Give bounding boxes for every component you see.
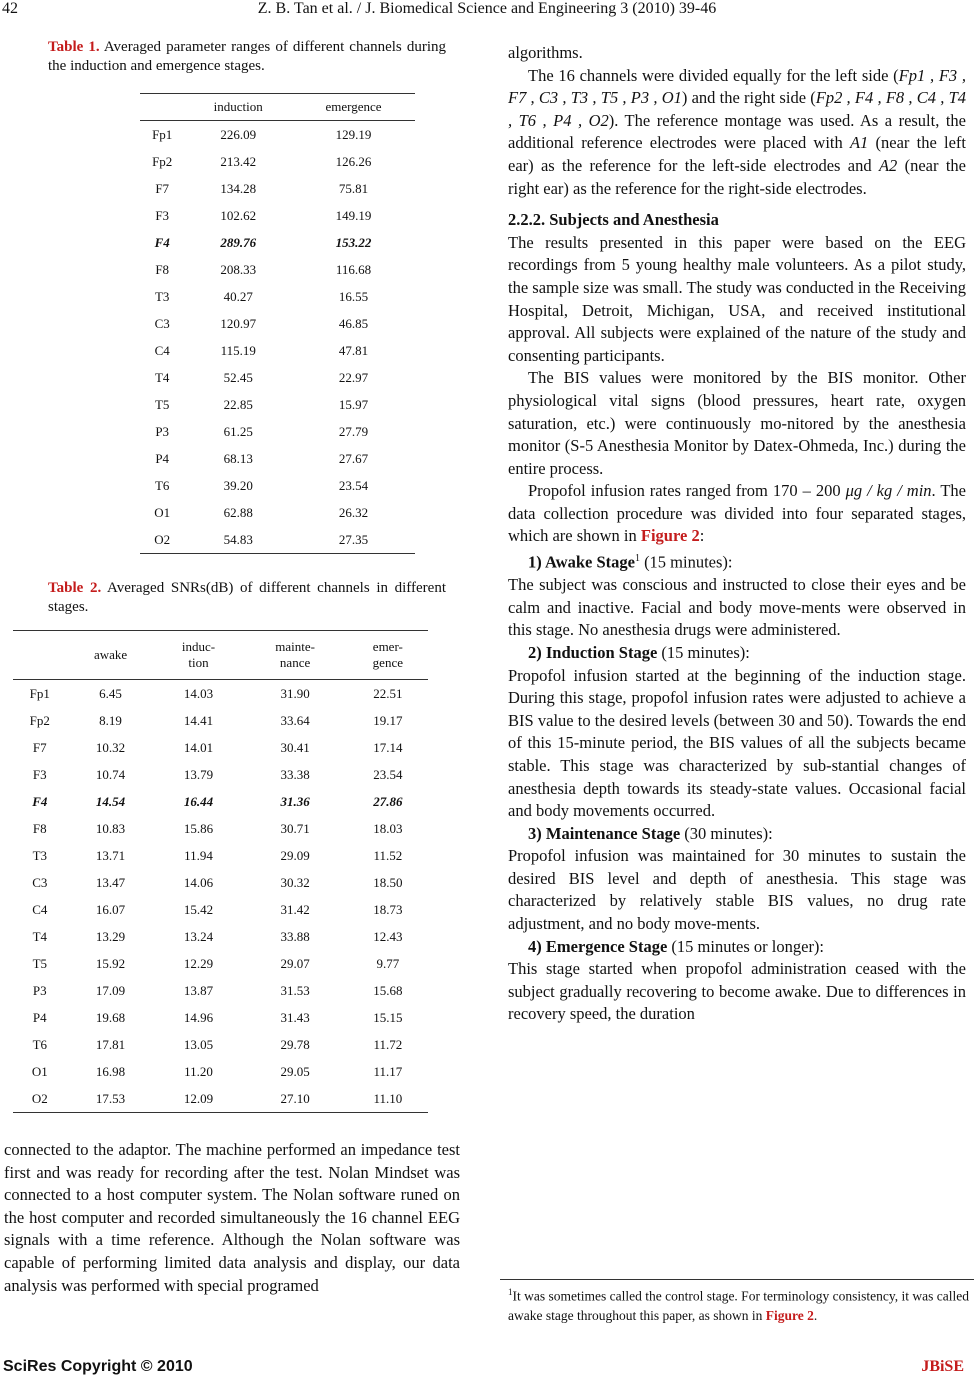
value-cell: 102.62 — [220, 207, 257, 223]
table-row — [140, 283, 415, 310]
table-row — [13, 761, 428, 788]
value-cell: 15.15 — [373, 1009, 403, 1025]
channel-cell: P3 — [32, 982, 47, 998]
dose-unit: μg / kg / min — [845, 481, 932, 501]
journal-abbrev: JBiSE — [921, 1358, 964, 1375]
value-cell: 27.67 — [338, 450, 369, 466]
paragraph-channels — [508, 65, 966, 201]
value-cell: 47.81 — [338, 342, 369, 358]
value-cell: 30.41 — [280, 739, 310, 755]
electrode-a2: A2 — [878, 155, 898, 175]
stage4-text: This stage started when propofol administration ceased with the subject gradually recovering to become awake. Due to differences in recovery speed, the duration — [508, 959, 966, 1024]
value-cell: 54.83 — [223, 531, 253, 547]
stage-title: 3) Maintenance Stage — [528, 823, 681, 843]
table-row — [13, 896, 428, 923]
value-cell: 31.36 — [280, 793, 310, 809]
value-cell: 29.07 — [280, 955, 310, 971]
footnote-marker: 1 — [634, 553, 640, 565]
left-column — [4, 38, 460, 1297]
table2-caption-text: Averaged SNRs(dB) of different channels in different stages. — [48, 580, 446, 615]
table-row — [13, 1085, 428, 1113]
value-cell: 40.27 — [223, 288, 253, 304]
table-row — [140, 391, 415, 418]
stage3-heading — [508, 823, 966, 846]
stage3-text: Propofol infusion was maintained for 30 minutes to sustain the desired BIS level and depth of anesthesia. This stage was characterized by relatively stable BIS values, no drug rate adjustment, and no body move-ments. — [508, 846, 966, 934]
channel-cell: Fp2 — [152, 153, 173, 169]
value-cell: 26.32 — [338, 504, 369, 520]
channel-cell: O2 — [154, 531, 171, 547]
value-cell: 19.68 — [95, 1009, 126, 1025]
value-cell: 18.73 — [373, 901, 403, 917]
table2 — [13, 630, 428, 1113]
value-cell: 15.92 — [95, 955, 126, 971]
channel-cell: Fp1 — [152, 126, 173, 142]
left-channels-list: Fp1 , F3 , F7 , C3 , T3 , T5 , P3 , O1 — [508, 65, 966, 108]
stage-duration: (15 minutes): — [657, 642, 750, 662]
value-cell: 153.22 — [335, 234, 372, 250]
channel-cell: F8 — [32, 820, 47, 836]
column-header: mainte- nance — [275, 639, 315, 670]
value-cell: 10.32 — [95, 739, 126, 755]
value-cell: 116.68 — [335, 261, 372, 277]
value-cell: 11.20 — [184, 1063, 213, 1079]
stage2-heading — [508, 642, 966, 665]
footnote — [508, 1283, 974, 1325]
value-cell: 29.78 — [280, 1036, 310, 1052]
running-title: Z. B. Tan et al. / J. Biomedical Science and Engineering 3 (2010) 39-46 — [257, 0, 717, 17]
value-cell: 22.85 — [223, 396, 253, 412]
table-header-row — [140, 94, 415, 121]
value-cell: 14.54 — [95, 793, 126, 809]
table-row — [13, 815, 428, 842]
section-heading: 2.2.2. Subjects and Anesthesia — [508, 210, 719, 230]
paragraph-bis: The BIS values were monitored by the BIS monitor. Other physiological vital signs (blood pressures, heart rate, oxygen saturation, etc.) were continuously mo-nitored by the anesthesia monitor (S-5 Anesthesia Monitor by Datex-Ohmeda, Inc.) during the entire process. — [508, 368, 966, 478]
value-cell: 16.55 — [338, 288, 369, 304]
table-row — [13, 1031, 428, 1058]
value-cell: 23.54 — [338, 477, 369, 493]
table-row — [13, 707, 428, 734]
channel-cell: O1 — [31, 1063, 48, 1079]
table1-caption-text: Averaged parameter ranges of different channels during the induction and emergence stages. — [48, 39, 446, 74]
channel-cell: O1 — [154, 504, 171, 520]
table1-caption — [48, 38, 446, 76]
table-row — [140, 175, 415, 202]
value-cell: 33.64 — [280, 712, 310, 728]
value-cell: 14.96 — [183, 1009, 214, 1025]
channel-cell: C3 — [154, 315, 170, 331]
value-cell: 15.97 — [338, 396, 369, 412]
value-cell: 14.01 — [183, 739, 214, 755]
table-row — [140, 121, 415, 149]
table-row — [140, 256, 415, 283]
table-row — [140, 364, 415, 391]
value-cell: 33.88 — [280, 928, 310, 944]
stage-title: 1) Awake Stage — [528, 552, 635, 572]
table-row — [13, 977, 428, 1004]
channel-cell: T6 — [32, 1036, 48, 1052]
value-cell: 18.03 — [373, 820, 403, 836]
text-span: (near the left ear) as the reference for the left-side electrodes and — [508, 133, 966, 175]
value-cell: 208.33 — [220, 261, 257, 277]
text-span: The 16 channels were divided equally for the left side ( — [528, 65, 899, 85]
value-cell: 15.86 — [183, 820, 214, 836]
value-cell: 12.29 — [183, 955, 214, 971]
value-cell: 17.09 — [95, 982, 126, 998]
value-cell: 11.10 — [373, 1090, 403, 1106]
stage-duration: (15 minutes): — [639, 552, 733, 572]
text-span: ) and the right side ( — [681, 88, 816, 108]
table-row — [13, 680, 428, 708]
text-span: ). The reference montage was used. As a result, the additional reference electrodes were placed with — [508, 110, 967, 153]
column-header: awake — [93, 647, 128, 662]
text-span: . The data collection procedure was divided into four separated stages, which are shown in — [508, 481, 967, 546]
value-cell: 16.98 — [95, 1063, 126, 1079]
text-span: . — [813, 1307, 818, 1323]
value-cell: 120.97 — [220, 315, 257, 331]
value-cell: 33.38 — [280, 766, 310, 782]
value-cell: 11.94 — [184, 847, 213, 863]
value-cell: 12.43 — [373, 928, 403, 944]
value-cell: 9.77 — [376, 955, 400, 971]
value-cell: 289.76 — [220, 234, 257, 250]
channel-cell: P3 — [155, 423, 170, 439]
text-span: : — [699, 526, 705, 546]
value-cell: 17.14 — [373, 739, 403, 755]
paragraph-subjects: The results presented in this paper were based on the EEG recordings from 5 young healthy male volunteers. As a pilot study, the sample size was small. The study was conducted in the Receiving Hospital, Detroit, Michigan, USA, and received institutional approval. All subjects were explained of the nature of the study and consenting participants. — [508, 232, 966, 365]
channel-cell: F3 — [155, 207, 170, 223]
value-cell: 52.45 — [223, 369, 253, 385]
table-row — [13, 1058, 428, 1085]
column-header: emer- gence — [372, 639, 403, 670]
value-cell: 226.09 — [220, 126, 257, 142]
value-cell: 68.13 — [223, 450, 253, 466]
channel-cell: T3 — [32, 847, 48, 863]
channel-cell: F7 — [155, 180, 170, 196]
value-cell: 16.44 — [183, 793, 214, 809]
value-cell: 6.45 — [99, 685, 122, 701]
table-row — [140, 499, 415, 526]
table1-label: Table 1. — [48, 39, 100, 55]
value-cell: 12.09 — [183, 1090, 214, 1106]
stage-title: 2) Induction Stage — [528, 642, 658, 662]
column-header — [140, 94, 184, 121]
stage4-heading — [508, 936, 966, 959]
left-body-paragraph: connected to the adaptor. The machine performed an impedance test first and was ready for recording after the test. Nolan Mindset was connected to a host computer system. The Nolan software runed on the host computer and recorded simultaneously the 16 channel EEG signals with a time reference. Although the Nolan software was capable of performing limited data analysis and display, our data analysis was performed with special programed — [4, 1140, 460, 1295]
value-cell: 11.17 — [373, 1063, 403, 1079]
value-cell: 149.19 — [335, 207, 372, 223]
value-cell: 134.28 — [220, 180, 257, 196]
channel-cell: C3 — [32, 874, 48, 890]
channel-cell: F3 — [32, 766, 47, 782]
footnote-text: It was sometimes called the control stage. For terminology consistency, it was called awake stage throughout this paper, as shown in — [508, 1288, 970, 1323]
value-cell: 15.68 — [373, 982, 403, 998]
figure-2-link[interactable]: Figure 2 — [640, 526, 700, 546]
value-cell: 18.50 — [373, 874, 403, 890]
value-cell: 19.17 — [373, 712, 403, 728]
footnote-divider — [500, 1279, 974, 1280]
value-cell: 22.97 — [338, 369, 369, 385]
text-span: (near the right ear) as the reference for the right-side electrodes. — [508, 155, 966, 198]
table2-label: Table 2. — [48, 580, 102, 596]
value-cell: 27.86 — [373, 793, 403, 809]
copyright: SciRes Copyright © 2010 — [3, 1358, 193, 1375]
column-header: emergence — [325, 99, 382, 114]
table-row — [13, 788, 428, 815]
value-cell: 10.83 — [95, 820, 126, 836]
value-cell: 126.26 — [335, 153, 372, 169]
value-cell: 29.05 — [280, 1063, 310, 1079]
table-row — [140, 229, 415, 256]
value-cell: 14.41 — [183, 712, 214, 728]
footnote-marker: 1 — [508, 1287, 513, 1297]
channel-cell: F7 — [32, 739, 47, 755]
right-channels-list: Fp2 , F4 , F8 , C4 , T4 , T6 , P4 , O2 — [508, 88, 967, 130]
page-footer — [0, 1358, 974, 1382]
table-row — [140, 337, 415, 364]
value-cell: 14.03 — [183, 685, 214, 701]
value-cell: 23.54 — [373, 766, 403, 782]
page-number: 42 — [2, 0, 18, 17]
value-cell: 13.29 — [95, 928, 126, 944]
value-cell: 27.10 — [280, 1090, 310, 1106]
channel-cell: C4 — [32, 901, 48, 917]
stage2-text: Propofol infusion started at the beginning of the induction stage. During this stage, propofol infusion rates were adjusted to achieve a BIS value to the desired levels (between 30 and 50). Towards the end of this 15-minute period, the BIS values of all the subjects became stable. This stage was characterized by sub-stantial changes of anesthesia depth towards its steady-state values. Occasional facial and body movements occurred. — [508, 665, 966, 821]
value-cell: 75.81 — [338, 180, 369, 196]
channel-cell: T5 — [32, 955, 48, 971]
value-cell: 13.47 — [95, 874, 126, 890]
right-column — [508, 42, 966, 1026]
table-row — [140, 526, 415, 554]
channel-cell: O2 — [31, 1090, 48, 1106]
channel-cell: P4 — [32, 1009, 47, 1025]
paragraph-propofol — [508, 480, 966, 548]
page-header — [0, 0, 974, 24]
value-cell: 29.09 — [280, 847, 310, 863]
channel-cell: F4 — [32, 793, 48, 809]
channel-cell: T6 — [154, 477, 170, 493]
value-cell: 13.05 — [183, 1036, 214, 1052]
channel-cell: Fp1 — [29, 685, 50, 701]
table-row — [140, 445, 415, 472]
value-cell: 13.79 — [183, 766, 214, 782]
stage-duration: (30 minutes): — [680, 823, 773, 843]
electrode-a1: A1 — [849, 133, 869, 153]
table-header-row — [13, 631, 428, 680]
figure-2-link[interactable]: Figure 2 — [765, 1307, 814, 1323]
value-cell: 129.19 — [335, 126, 372, 142]
table-row — [13, 869, 428, 896]
value-cell: 62.88 — [223, 504, 253, 520]
table-body — [13, 680, 428, 1113]
value-cell: 13.87 — [183, 982, 214, 998]
value-cell: 61.25 — [223, 423, 253, 439]
value-cell: 8.19 — [99, 712, 122, 728]
value-cell: 31.43 — [280, 1009, 310, 1025]
value-cell: 213.42 — [220, 153, 257, 169]
stage1-heading — [508, 548, 966, 574]
channel-cell: F4 — [154, 234, 170, 250]
value-cell: 31.90 — [280, 685, 310, 701]
value-cell: 31.53 — [280, 982, 310, 998]
value-cell: 46.85 — [338, 315, 369, 331]
value-cell: 115.19 — [220, 342, 256, 358]
text-span: Propofol infusion rates ranged from 170 – 200 — [528, 481, 841, 501]
table-row — [13, 842, 428, 869]
channel-cell: C4 — [154, 342, 170, 358]
channel-cell: P4 — [155, 450, 170, 466]
value-cell: 27.35 — [338, 531, 369, 547]
value-cell: 16.07 — [95, 901, 126, 917]
table-body — [140, 121, 415, 554]
table2-caption — [48, 579, 446, 617]
channel-cell: T4 — [154, 369, 170, 385]
value-cell: 13.24 — [183, 928, 214, 944]
channel-cell: F8 — [155, 261, 170, 277]
table1 — [140, 93, 415, 554]
channel-cell: T5 — [154, 396, 170, 412]
channel-cell: T4 — [32, 928, 48, 944]
value-cell: 30.71 — [280, 820, 310, 836]
value-cell: 11.72 — [373, 1036, 403, 1052]
column-header: induction — [213, 99, 263, 114]
channel-cell: T3 — [154, 288, 170, 304]
value-cell: 17.81 — [95, 1036, 126, 1052]
paragraph-algorithms: algorithms. — [508, 43, 583, 62]
stage-title: 4) Emergence Stage — [528, 936, 668, 956]
value-cell: 13.71 — [95, 847, 126, 863]
value-cell: 14.06 — [183, 874, 214, 890]
table-row — [140, 472, 415, 499]
channel-cell: Fp2 — [29, 712, 50, 728]
value-cell: 15.42 — [183, 901, 214, 917]
value-cell: 31.42 — [280, 901, 310, 917]
table-row — [13, 734, 428, 761]
table-row — [140, 418, 415, 445]
stage-duration: (15 minutes or longer): — [667, 936, 825, 956]
table-row — [140, 148, 415, 175]
table-row — [13, 1004, 428, 1031]
column-header: induc- tion — [181, 639, 216, 670]
value-cell: 17.53 — [95, 1090, 126, 1106]
value-cell: 11.52 — [373, 847, 403, 863]
stage1-text: The subject was conscious and instructed to close their eyes and be calm and inactive. Facial and body move-ments were observed in this stage. No anesthesia drugs were administered. — [508, 575, 966, 640]
value-cell: 27.79 — [338, 423, 369, 439]
value-cell: 10.74 — [95, 766, 126, 782]
value-cell: 30.32 — [280, 874, 310, 890]
value-cell: 39.20 — [223, 477, 253, 493]
value-cell: 22.51 — [373, 685, 403, 701]
table-row — [140, 202, 415, 229]
table-row — [13, 950, 428, 977]
table-row — [13, 923, 428, 950]
table-row — [140, 310, 415, 337]
column-header — [13, 631, 67, 680]
